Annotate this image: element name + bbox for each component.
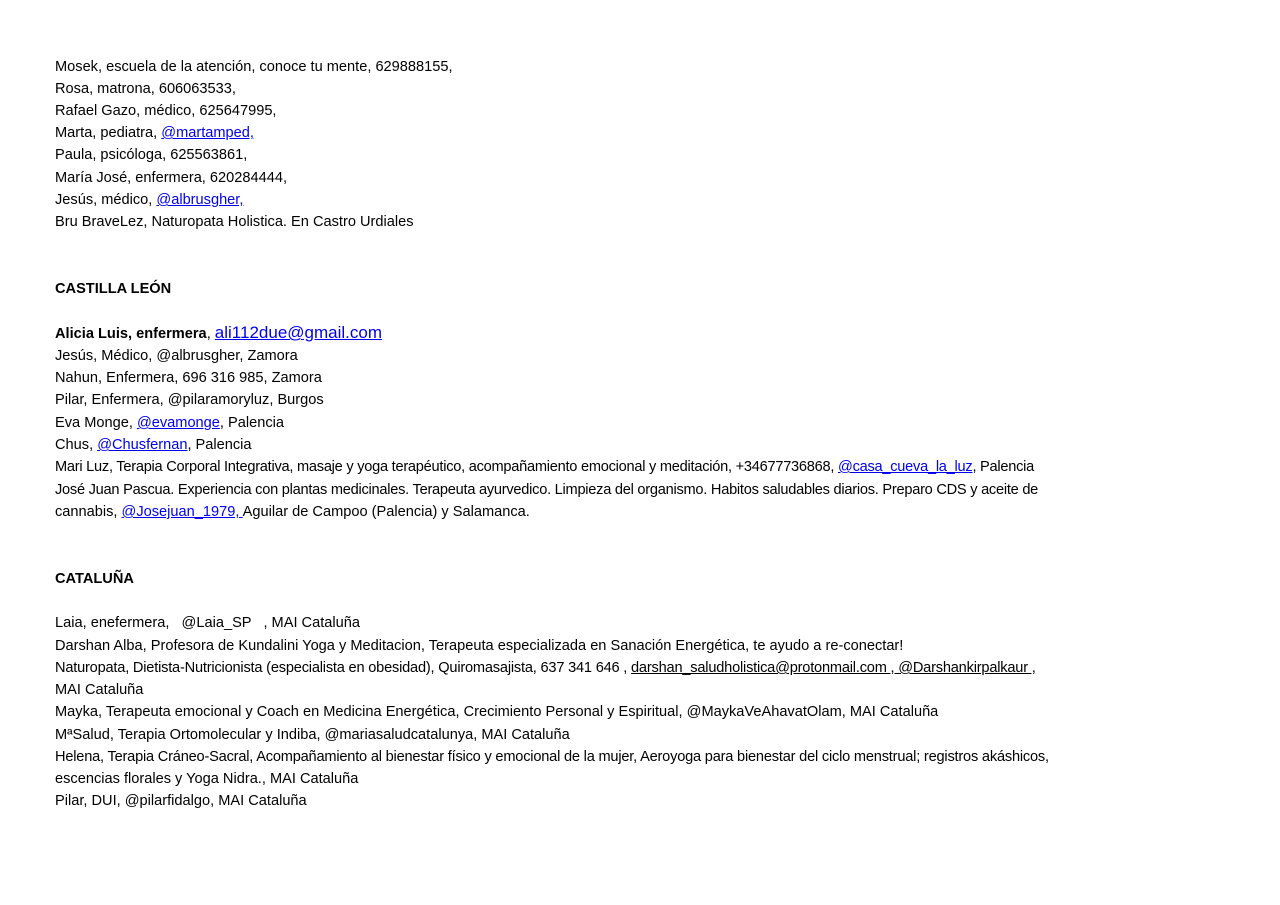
martamped-link[interactable]: @martamped, (161, 125, 254, 141)
contact-line: Laia, enefermera, @Laia_SP , MAI Cataluña (55, 615, 360, 631)
contact-line: Nahun, Enfermera, 696 316 985, Zamora (55, 370, 322, 386)
contact-line: José Juan Pascua. Experiencia con plantas medicinales. Terapeuta ayurvedico. Limpieza del organismo. Habitos saludables diarios. Preparo CDS y aceite de (55, 482, 1039, 498)
contact-line: Bru BraveLez, Naturopata Holistica. En Castro Urdiales (55, 214, 414, 230)
contact-line: Paula, psicóloga, 625563861, (55, 147, 248, 163)
casa-cueva-link[interactable]: @casa_cueva_la_luz (838, 459, 973, 475)
evamonge-link[interactable]: @evamonge (136, 415, 220, 431)
contact-line: María José, enfermera, 620284444, (55, 170, 288, 186)
josejuan-link[interactable]: @Josejuan_1979, (121, 504, 243, 520)
contact-text: , Palencia (219, 415, 284, 431)
contact-line: MAI Cataluña (55, 682, 144, 698)
contact-line (55, 456, 1034, 478)
contact-text: cannabis, (55, 504, 122, 520)
contact-text: Chus, (55, 437, 98, 453)
contact-line: Darshan Alba, Profesora de Kundalini Yoga y Meditacion, Terapeuta especializada en Sanación Energética, te ayudo a re-conectar! (55, 638, 904, 654)
email-link[interactable]: ali112due@gmail.com (214, 323, 382, 342)
contact-text: Naturopata, Dietista-Nutricionista (especialista en obesidad), Quiromasajista, 637 341 646 , (55, 660, 632, 676)
section-heading-cataluna: CATALUÑA (55, 571, 134, 587)
contact-line (55, 189, 243, 211)
separator: , (206, 326, 215, 342)
contact-name: Alicia Luis, enfermera (55, 326, 207, 342)
contact-line: Rafael Gazo, médico, 625647995, (55, 103, 277, 119)
contact-line (55, 501, 530, 523)
contact-line (55, 657, 1036, 679)
contact-line (55, 122, 254, 144)
contact-line (55, 412, 284, 434)
contact-line: Rosa, matrona, 606063533, (55, 81, 236, 97)
albrusgher-link[interactable]: @albrusgher, (156, 192, 244, 208)
contact-line: Pilar, Enfermera, @pilaramoryluz, Burgos (55, 392, 324, 408)
contact-text: Aguilar de Campoo (Palencia) y Salamanca. (242, 504, 530, 520)
contact-line: escencias florales y Yoga Nidra., MAI Cataluña (55, 771, 359, 787)
chusfernan-link[interactable]: @Chusfernan (97, 437, 188, 453)
contact-text: Marta, pediatra, (55, 125, 162, 141)
section-heading-castilla-leon: CASTILLA LEÓN (55, 281, 172, 297)
darshan-contact-underlined[interactable]: darshan_saludholistica@protonmail.com , @Darshankirpalkaur , (631, 660, 1036, 676)
contact-text: , Palencia (972, 459, 1035, 475)
contact-text: Jesús, médico, (55, 192, 157, 208)
contact-line: Mayka, Terapeuta emocional y Coach en Medicina Energética, Crecimiento Personal y Espiritual, @MaykaVeAhavatOlam, MAI Cataluña (55, 704, 939, 720)
contact-line: Helena, Terapia Cráneo-Sacral, Acompañamiento al bienestar físico y emocional de la mujer, Aeroyoga para bienestar del ciclo menstrual; registros akáshicos, (55, 749, 1049, 765)
contact-line: Mosek, escuela de la atención, conoce tu mente, 629888155, (55, 59, 453, 75)
contact-text: , Palencia (187, 437, 252, 453)
contact-text: Eva Monge, (55, 415, 137, 431)
contact-line: Jesús, Médico, @albrusgher, Zamora (55, 348, 298, 364)
contact-line: MªSalud, Terapia Ortomolecular y Indiba, @mariasaludcatalunya, MAI Cataluña (55, 727, 570, 743)
contact-text: Mari Luz, Terapia Corporal Integrativa, masaje y yoga terapéutico, acompañamiento emocional y meditación, +34677736868, (55, 459, 838, 475)
contact-line (55, 434, 252, 456)
contact-line (55, 322, 382, 344)
contact-line: Pilar, DUI, @pilarfidalgo, MAI Cataluña (55, 793, 307, 809)
